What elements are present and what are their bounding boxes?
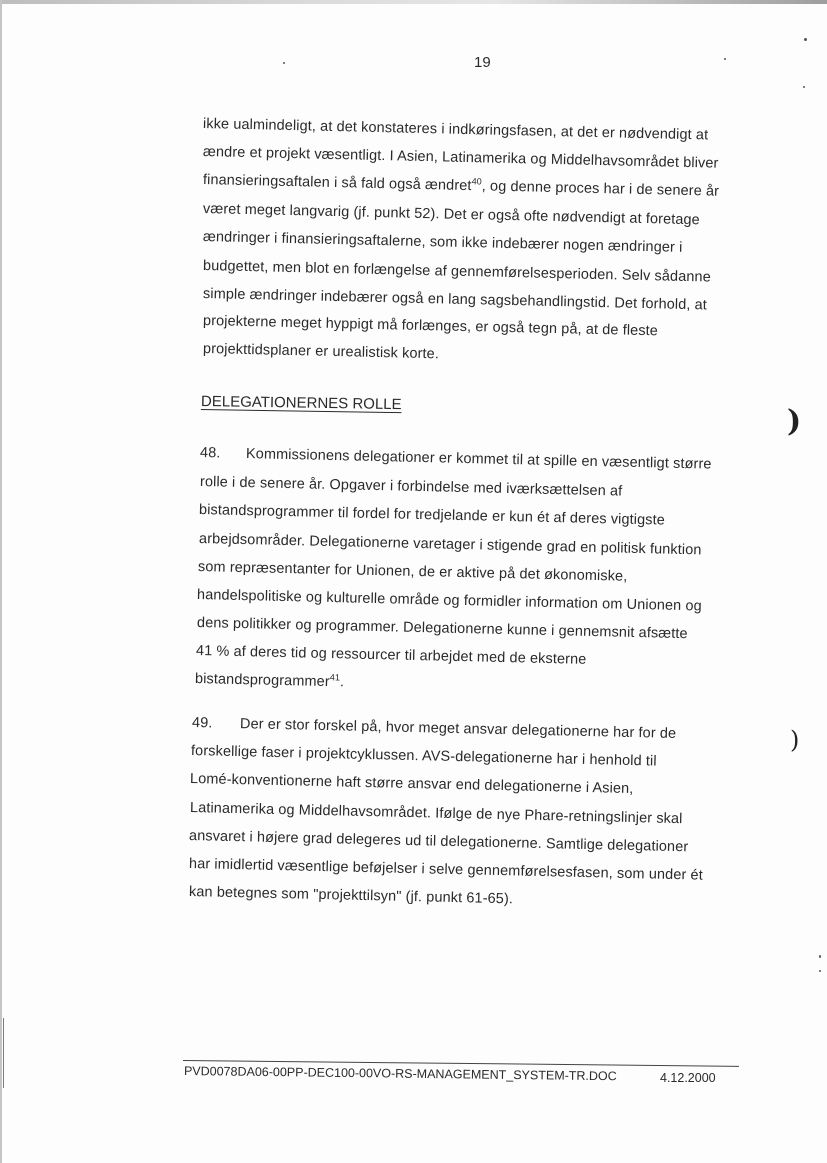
paragraph-number: 49. [191,715,213,732]
scan-speck [819,970,821,972]
footnote-ref-41: 41 [329,672,341,683]
text-line: ansvaret i højere grad delegeres ud til delegationerne. Samtlige delegationer [188,828,689,856]
footer-date: 4.12.2000 [660,1071,716,1085]
text-line: projekttidsplaner er urealistisk korte. [202,341,440,363]
text-line: simple ændringer indebærer også en lang sagsbehandlingstid. Det forhold, at [202,286,708,314]
text-line: bistandsprogrammer$^{41}$. [194,671,345,691]
text-line: bistandsprogrammer til fordel for tredjelande er kun ét af deres vigtigste [198,502,666,529]
text-line: projekterne meget hyppigt må forlænges, er også tegn på, at de fleste [202,313,659,340]
text-line: Latinamerika og Middelhavsområdet. Ifølge de nye Phare-retningslinjer skal [189,800,683,828]
text-line: 49. Der er stor forskel på, hvor meget ansvar delegationerne har for de [191,715,677,742]
margin-bracket-lower: ) [790,726,800,754]
text-line: 48. Kommissionens delegationer er kommet til at spille en væsentligt større [199,445,712,473]
text-line: forskellige faser i projektcyklussen. AVS-delegationerne har i henhold til [190,743,657,770]
paragraph-number: 48. [199,445,221,462]
text-line: budgettet, men blot en forlængelse af gennemførelsesperioden. Selv sådanne [202,258,712,286]
scan-edge-left [0,0,2,1163]
scan-edge-top [0,0,827,4]
text-line: rolle i de senere år. Opgaver i forbindelse med iværksættelsen af [199,474,623,500]
scan-speck [804,38,807,41]
text-line: dens politikker og programmer. Delegationerne kunne i gennemsnit afsætte [196,615,688,643]
footer-document-code: PVD0078DA06-00PP-DEC100-00VO-RS-MANAGEMENT_SYSTEM-TR.DOC [183,1064,617,1084]
footnote-ref-40: 40 [471,176,482,187]
scan-speck [819,955,821,958]
text-line: ændre et projekt væsentligt. I Asien, Latinamerika og Middelhavsområdet bliver [202,144,719,172]
text-line: 41 % af deres tid og ressourcer til arbejdet med de eksterne [195,643,587,668]
scan-speck [724,58,726,60]
margin-bracket-upper: ) [787,404,802,439]
scan-speck [803,86,805,88]
scan-speck [283,62,285,64]
section-heading: DELEGATIONERNES ROLLE [200,393,402,414]
text-line: arbejdsområder. Delegationerne varetager i stigende grad en politisk funktion [198,531,702,559]
page-number: 19 [474,54,491,71]
text-line: finansieringsaftalen i så fald også ændret$^{40}$, og denne proces har i de senere år [202,172,720,200]
scan-edge-mark [3,1018,4,1088]
text-line: ændringer i finansieringsaftalerne, som ikke indebærer nogen ændringer i [202,229,683,256]
text-line: kan betegnes som "projekttilsyn" (jf. punkt 61-65). [188,884,514,908]
text-line: Lomé-konventionerne haft større ansvar end delegationerne i Asien, [189,771,634,798]
text-line: ikke ualmindeligt, at det konstateres i indkøringsfasen, at det er nødvendigt at [202,116,709,144]
text-line: har imidlertid væsentlige beføjelser i selve gennemførelsesfasen, som under ét [188,856,703,884]
text-line: som repræsentanter for Unionen, de er aktive på det økonomiske, [197,559,628,585]
text-line: handelspolitiske og kulturelle område og formidler information om Unionen og [196,587,702,615]
text-line: været meget langvarig (jf. punkt 52). Det er også ofte nødvendigt at foretage [202,201,701,229]
